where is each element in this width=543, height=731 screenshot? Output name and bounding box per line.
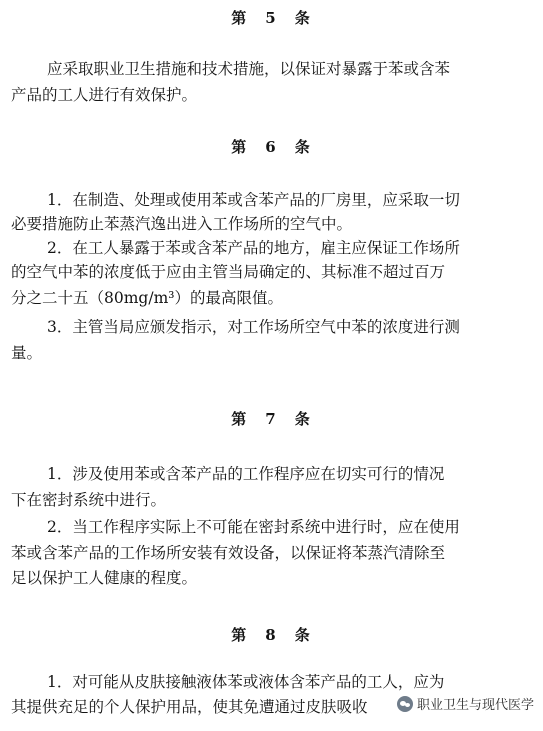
paragraph-line: 2．在工人暴露于苯或含苯产品的地方，雇主应保证工作场所 xyxy=(47,239,460,257)
wechat-icon xyxy=(397,696,413,712)
article-heading: 第 5 条 xyxy=(231,9,312,27)
paragraph-line: 量。 xyxy=(11,344,43,362)
paragraph-line: 必要措施防止苯蒸汽逸出进入工作场所的空气中。 xyxy=(11,215,353,233)
article-heading: 第 7 条 xyxy=(231,410,312,428)
watermark-text: 职业卫生与现代医学 xyxy=(416,698,534,713)
watermark xyxy=(394,693,537,714)
article-heading: 第 6 条 xyxy=(231,138,312,156)
paragraph-line: 3．主管当局应颁发指示，对工作场所空气中苯的浓度进行测 xyxy=(47,318,460,336)
paragraph-line: 1．对可能从皮肤接触液体苯或液体含苯产品的工人，应为 xyxy=(47,673,445,691)
paragraph-line: 1．在制造、处理或使用苯或含苯产品的厂房里，应采取一切 xyxy=(47,191,460,209)
paragraph-line: 分之二十五（80mg/m³）的最高限值。 xyxy=(11,289,283,307)
paragraph-line: 其提供充足的个人保护用品，使其免遭通过皮肤吸收 xyxy=(11,698,368,716)
paragraph-line: 下在密封系统中进行。 xyxy=(11,491,167,509)
article-heading: 第 8 条 xyxy=(231,626,312,644)
paragraph-line: 应采取职业卫生措施和技术措施，以保证对暴露于苯或含苯 xyxy=(47,60,451,78)
paragraph-line: 2．当工作程序实际上不可能在密封系统中进行时，应在使用 xyxy=(47,518,460,536)
paragraph-line: 足以保护工人健康的程度。 xyxy=(11,569,198,587)
paragraph-line: 1．涉及使用苯或含苯产品的工作程序应在切实可行的情况 xyxy=(47,465,445,483)
paragraph-line: 产品的工人进行有效保护。 xyxy=(11,86,198,104)
paragraph-line: 的空气中苯的浓度低于应由主管当局确定的、其标准不超过百万 xyxy=(11,263,446,281)
paragraph-line: 苯或含苯产品的工作场所安装有效设备，以保证将苯蒸汽清除至 xyxy=(11,544,446,562)
